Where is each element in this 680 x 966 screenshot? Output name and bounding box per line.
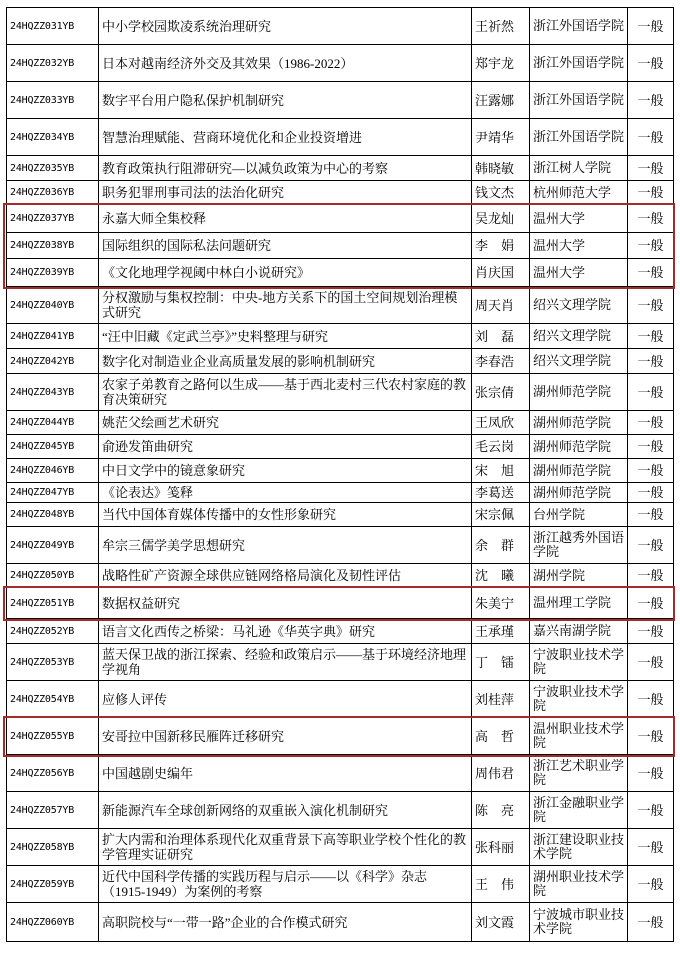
institution-cell: 温州职业技术学院	[530, 718, 628, 755]
institution-cell: 台州学院	[530, 503, 628, 527]
project-title-cell: 分权激励与集权控制：中央-地方关系下的国土空间规划治理模式研究	[99, 287, 472, 324]
category-cell: 一般	[628, 588, 674, 619]
table-row	[7, 903, 674, 942]
category-cell: 一般	[628, 349, 674, 374]
category-cell: 一般	[628, 564, 674, 588]
category-cell: 一般	[628, 483, 674, 503]
project-code-cell: 24HQZZ046YB	[7, 459, 99, 483]
leader-cell: 刘桂萍	[472, 681, 530, 718]
category-cell: 一般	[628, 527, 674, 564]
project-code-cell: 24HQZZ056YB	[7, 755, 99, 792]
category-cell: 一般	[628, 829, 674, 866]
table-row	[7, 718, 674, 755]
project-code-cell: 24HQZZ060YB	[7, 903, 99, 942]
project-title-cell: 数字平台用户隐私保护机制研究	[99, 82, 472, 119]
project-code-cell: 24HQZZ031YB	[7, 8, 99, 45]
category-cell: 一般	[628, 233, 674, 259]
project-code-cell: 24HQZZ039YB	[7, 259, 99, 287]
project-title-cell: 教育政策执行阻滞研究—以减负政策为中心的考察	[99, 156, 472, 181]
leader-cell: 高 哲	[472, 718, 530, 755]
institution-cell: 湖州学院	[530, 564, 628, 588]
leader-cell: 钱文杰	[472, 181, 530, 205]
table-row	[7, 8, 674, 45]
leader-cell: 王凤欣	[472, 411, 530, 435]
category-cell: 一般	[628, 259, 674, 287]
institution-cell: 湖州师范学院	[530, 374, 628, 411]
leader-cell: 李 娟	[472, 233, 530, 259]
leader-cell: 郑宇龙	[472, 45, 530, 82]
category-cell: 一般	[628, 287, 674, 324]
leader-cell: 尹靖华	[472, 119, 530, 156]
project-title-cell: 俞逊发笛曲研究	[99, 435, 472, 459]
table-row	[7, 181, 674, 205]
category-cell: 一般	[628, 503, 674, 527]
category-cell: 一般	[628, 119, 674, 156]
category-cell: 一般	[628, 435, 674, 459]
category-cell: 一般	[628, 792, 674, 829]
project-code-cell: 24HQZZ059YB	[7, 866, 99, 903]
leader-cell: 宋 旭	[472, 459, 530, 483]
project-title-cell: 职务犯罪刑事司法的法治化研究	[99, 181, 472, 205]
institution-cell: 宁波职业技术学院	[530, 644, 628, 681]
table-row	[7, 829, 674, 866]
leader-cell: 余 群	[472, 527, 530, 564]
project-code-cell: 24HQZZ047YB	[7, 483, 99, 503]
project-code-cell: 24HQZZ044YB	[7, 411, 99, 435]
project-title-cell: 新能源汽车全球创新网络的双重嵌入演化机制研究	[99, 792, 472, 829]
institution-cell: 浙江金融职业学院	[530, 792, 628, 829]
table-row	[7, 681, 674, 718]
table-row	[7, 82, 674, 119]
institution-cell: 浙江越秀外国语学院	[530, 527, 628, 564]
project-code-cell: 24HQZZ057YB	[7, 792, 99, 829]
leader-cell: 王 伟	[472, 866, 530, 903]
leader-cell: 王祈然	[472, 8, 530, 45]
table-row	[7, 588, 674, 619]
institution-cell: 温州大学	[530, 205, 628, 233]
project-code-cell: 24HQZZ053YB	[7, 644, 99, 681]
table-row	[7, 324, 674, 349]
institution-cell: 湖州职业技术学院	[530, 866, 628, 903]
leader-cell: 朱美宁	[472, 588, 530, 619]
category-cell: 一般	[628, 156, 674, 181]
table-row	[7, 619, 674, 644]
institution-cell: 温州大学	[530, 259, 628, 287]
table-row	[7, 866, 674, 903]
project-title-cell: 语言文化西传之桥梁：马礼逊《华英字典》研究	[99, 619, 472, 644]
project-code-cell: 24HQZZ050YB	[7, 564, 99, 588]
project-title-cell: 智慧治理赋能、营商环境优化和企业投资增进	[99, 119, 472, 156]
table-row	[7, 527, 674, 564]
project-title-cell: 永嘉大师全集校释	[99, 205, 472, 233]
project-code-cell: 24HQZZ045YB	[7, 435, 99, 459]
table-row	[7, 287, 674, 324]
table-row	[7, 792, 674, 829]
leader-cell: 毛云岗	[472, 435, 530, 459]
leader-cell: 肖庆国	[472, 259, 530, 287]
project-code-cell: 24HQZZ058YB	[7, 829, 99, 866]
project-code-cell: 24HQZZ033YB	[7, 82, 99, 119]
category-cell: 一般	[628, 411, 674, 435]
category-cell: 一般	[628, 866, 674, 903]
table-row	[7, 156, 674, 181]
project-title-cell: 安哥拉中国新移民雁阵迁移研究	[99, 718, 472, 755]
project-code-cell: 24HQZZ049YB	[7, 527, 99, 564]
category-cell: 一般	[628, 681, 674, 718]
project-code-cell: 24HQZZ040YB	[7, 287, 99, 324]
category-cell: 一般	[628, 181, 674, 205]
leader-cell: 丁 镭	[472, 644, 530, 681]
institution-cell: 宁波职业技术学院	[530, 681, 628, 718]
table-row	[7, 45, 674, 82]
leader-cell: 刘 磊	[472, 324, 530, 349]
leader-cell: 宋宗佩	[472, 503, 530, 527]
category-cell: 一般	[628, 619, 674, 644]
project-title-cell: 近代中国科学传播的实践历程与启示——以《科学》杂志（1915-1949）为案例的考察	[99, 866, 472, 903]
institution-cell: 湖州师范学院	[530, 435, 628, 459]
project-title-cell: 蓝天保卫战的浙江探索、经验和政策启示——基于环境经济地理学视角	[99, 644, 472, 681]
institution-cell: 湖州师范学院	[530, 483, 628, 503]
project-title-cell: 数字化对制造业企业高质量发展的影响机制研究	[99, 349, 472, 374]
project-code-cell: 24HQZZ048YB	[7, 503, 99, 527]
project-title-cell: 《文化地理学视阈中林白小说研究》	[99, 259, 472, 287]
institution-cell: 绍兴文理学院	[530, 324, 628, 349]
table-row	[7, 503, 674, 527]
project-title-cell: 国际组织的国际私法问题研究	[99, 233, 472, 259]
project-title-cell: 中小学校园欺凌系统治理研究	[99, 8, 472, 45]
project-title-cell: 数据权益研究	[99, 588, 472, 619]
leader-cell: 李春浩	[472, 349, 530, 374]
project-code-cell: 24HQZZ036YB	[7, 181, 99, 205]
table-row	[7, 205, 674, 233]
category-cell: 一般	[628, 374, 674, 411]
project-code-cell: 24HQZZ055YB	[7, 718, 99, 755]
project-title-cell: 中国越剧史编年	[99, 755, 472, 792]
institution-cell: 绍兴文理学院	[530, 349, 628, 374]
leader-cell: 吴龙灿	[472, 205, 530, 233]
project-title-cell: 中日文学中的镜意象研究	[99, 459, 472, 483]
institution-cell: 温州理工学院	[530, 588, 628, 619]
institution-cell: 绍兴文理学院	[530, 287, 628, 324]
category-cell: 一般	[628, 205, 674, 233]
institution-cell: 浙江艺术职业学院	[530, 755, 628, 792]
category-cell: 一般	[628, 644, 674, 681]
table-row	[7, 374, 674, 411]
table-row	[7, 435, 674, 459]
table-row	[7, 755, 674, 792]
project-list	[6, 7, 673, 942]
project-title-cell: 牟宗三儒学美学思想研究	[99, 527, 472, 564]
category-cell: 一般	[628, 8, 674, 45]
project-code-cell: 24HQZZ042YB	[7, 349, 99, 374]
leader-cell: 张宗倩	[472, 374, 530, 411]
table-row	[7, 259, 674, 287]
institution-cell: 浙江外国语学院	[530, 8, 628, 45]
project-title-cell: 《论表达》笺释	[99, 483, 472, 503]
table-row	[7, 564, 674, 588]
category-cell: 一般	[628, 45, 674, 82]
project-title-cell: 日本对越南经济外交及其效果（1986-2022）	[99, 45, 472, 82]
leader-cell: 周天肖	[472, 287, 530, 324]
leader-cell: 汪露娜	[472, 82, 530, 119]
project-title-cell: 扩大内需和治理体系现代化双重背景下高等职业学校个性化的教学管理实证研究	[99, 829, 472, 866]
project-code-cell: 24HQZZ051YB	[7, 588, 99, 619]
project-code-cell: 24HQZZ054YB	[7, 681, 99, 718]
project-code-cell: 24HQZZ035YB	[7, 156, 99, 181]
institution-cell: 浙江外国语学院	[530, 45, 628, 82]
leader-cell: 李葛送	[472, 483, 530, 503]
category-cell: 一般	[628, 755, 674, 792]
category-cell: 一般	[628, 324, 674, 349]
project-code-cell: 24HQZZ038YB	[7, 233, 99, 259]
leader-cell: 周伟君	[472, 755, 530, 792]
project-code-cell: 24HQZZ034YB	[7, 119, 99, 156]
table-row	[7, 483, 674, 503]
project-title-cell: 当代中国体育媒体传播中的女性形象研究	[99, 503, 472, 527]
leader-cell: 陈 亮	[472, 792, 530, 829]
leader-cell: 王承瑾	[472, 619, 530, 644]
project-title-cell: 应修人评传	[99, 681, 472, 718]
institution-cell: 湖州师范学院	[530, 459, 628, 483]
project-title-cell: 姚茫父绘画艺术研究	[99, 411, 472, 435]
table-row	[7, 233, 674, 259]
institution-cell: 杭州师范大学	[530, 181, 628, 205]
institution-cell: 浙江建设职业技术学院	[530, 829, 628, 866]
institution-cell: 温州大学	[530, 233, 628, 259]
institution-cell: 湖州师范学院	[530, 411, 628, 435]
institution-cell: 嘉兴南湖学院	[530, 619, 628, 644]
project-title-cell: 农家子弟教育之路何以生成——基于西北麦村三代农村家庭的教育决策研究	[99, 374, 472, 411]
leader-cell: 张科丽	[472, 829, 530, 866]
institution-cell: 宁波城市职业技术学院	[530, 903, 628, 942]
institution-cell: 浙江外国语学院	[530, 119, 628, 156]
project-table	[6, 7, 674, 942]
table-body	[7, 8, 674, 942]
project-code-cell: 24HQZZ037YB	[7, 205, 99, 233]
project-title-cell: 高职院校与“一带一路”企业的合作模式研究	[99, 903, 472, 942]
project-code-cell: 24HQZZ041YB	[7, 324, 99, 349]
table-row	[7, 119, 674, 156]
category-cell: 一般	[628, 718, 674, 755]
leader-cell: 韩晓敏	[472, 156, 530, 181]
category-cell: 一般	[628, 903, 674, 942]
table-row	[7, 644, 674, 681]
leader-cell: 沈 曦	[472, 564, 530, 588]
project-title-cell: 战略性矿产资源全球供应链网络格局演化及韧性评估	[99, 564, 472, 588]
table-row	[7, 411, 674, 435]
project-code-cell: 24HQZZ043YB	[7, 374, 99, 411]
institution-cell: 浙江外国语学院	[530, 82, 628, 119]
institution-cell: 浙江树人学院	[530, 156, 628, 181]
category-cell: 一般	[628, 459, 674, 483]
leader-cell: 刘文霞	[472, 903, 530, 942]
project-title-cell: “汪中旧藏《定武兰亭》”史料整理与研究	[99, 324, 472, 349]
project-code-cell: 24HQZZ052YB	[7, 619, 99, 644]
table-row	[7, 459, 674, 483]
category-cell: 一般	[628, 82, 674, 119]
table-row	[7, 349, 674, 374]
project-code-cell: 24HQZZ032YB	[7, 45, 99, 82]
